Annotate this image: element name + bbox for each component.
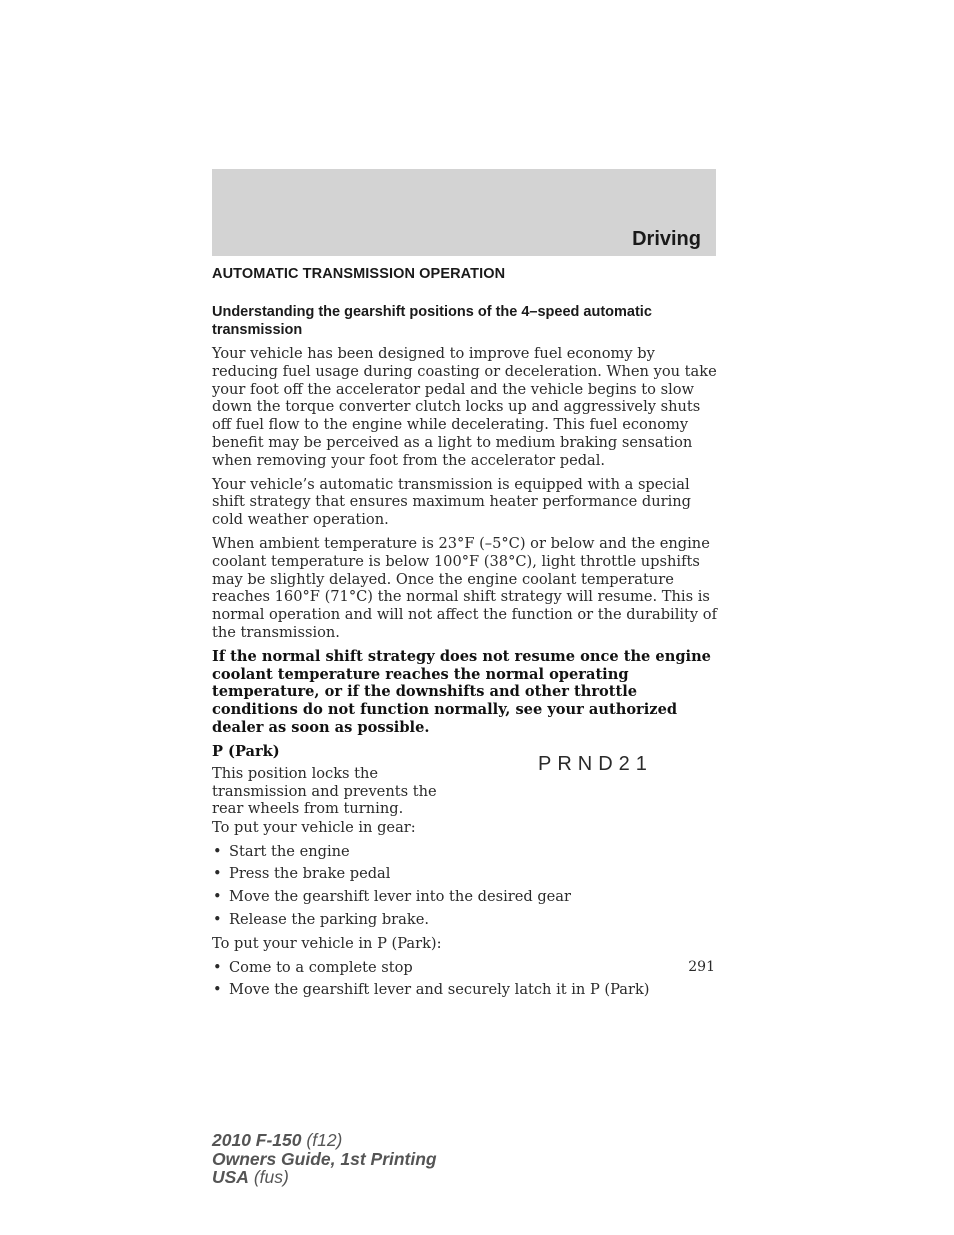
footer-market-code: (fus) xyxy=(253,1167,289,1187)
gear-indicator-graphic: PRND21 xyxy=(538,752,653,775)
list-item: • Come to a complete stop xyxy=(212,959,717,977)
footer-market: USA xyxy=(212,1167,249,1187)
paragraph-shift-strategy: Your vehicle’s automatic transmission is equipped with a special shift strategy that ensures maximum heater performance during cold weather operation. xyxy=(212,475,691,529)
park-description: This position locks the transmission and prevents the rear wheels from turning. xyxy=(212,764,437,818)
list-item: • Press the brake pedal xyxy=(212,865,717,883)
section-title: Driving xyxy=(632,228,701,250)
list-item: • Start the engine xyxy=(212,843,717,861)
sub-heading: Understanding the gearshift positions of the 4–speed automatic transmission xyxy=(212,304,652,338)
page-number: 291 xyxy=(688,959,715,975)
in-gear-intro: To put your vehicle in gear: xyxy=(212,818,416,836)
main-heading: AUTOMATIC TRANSMISSION OPERATION xyxy=(212,266,506,282)
park-intro: To put your vehicle in P (Park): xyxy=(212,934,442,952)
list-item: • Move the gearshift lever into the desired gear xyxy=(212,888,717,906)
footer-model-code: (f12) xyxy=(306,1130,343,1150)
paragraph-fuel-economy: Your vehicle has been designed to improve fuel economy by reducing fuel usage during coasting or deceleration. When you take your foot off the accelerator pedal and the vehicle begins to slow down the torque converter clutch locks up and aggressively shuts off fuel flow to the engine while decelerating. This fuel economy benefit may be perceived as a light to medium braking sensation when removing your foot from the accelerator pedal. xyxy=(212,345,717,469)
footer-line-2 xyxy=(212,1150,437,1169)
in-gear-steps-list xyxy=(212,843,717,929)
footer-publication-info xyxy=(212,1131,437,1187)
section-header-band xyxy=(212,169,716,256)
warning-paragraph: If the normal shift strategy does not resume once the engine coolant temperature reaches the normal operating temperature, or if the downshifts and other throttle conditions do not function normally, see your authorized dealer as soon as possible. xyxy=(212,647,711,736)
footer-line-1 xyxy=(212,1131,437,1150)
footer-line-3 xyxy=(212,1168,437,1187)
park-section xyxy=(212,752,717,818)
page-content xyxy=(212,266,717,1005)
list-item: • Move the gearshift lever and securely latch it in P (Park) xyxy=(212,981,717,999)
footer-model: 2010 F-150 xyxy=(212,1130,302,1150)
footer-guide: Owners Guide, 1st Printing xyxy=(212,1148,437,1169)
park-heading: P (Park) xyxy=(212,742,280,760)
paragraph-temperature: When ambient temperature is 23°F (–5°C) or below and the engine coolant temperature is below 100°F (38°C), light throttle upshifts may be slightly delayed. Once the engine coolant temperature reaches 160°F (71°C) the normal shift strategy will resume. This is normal operation and will not affect the function or the durability of the transmission. xyxy=(212,534,717,641)
list-item: • Release the parking brake. xyxy=(212,911,717,929)
